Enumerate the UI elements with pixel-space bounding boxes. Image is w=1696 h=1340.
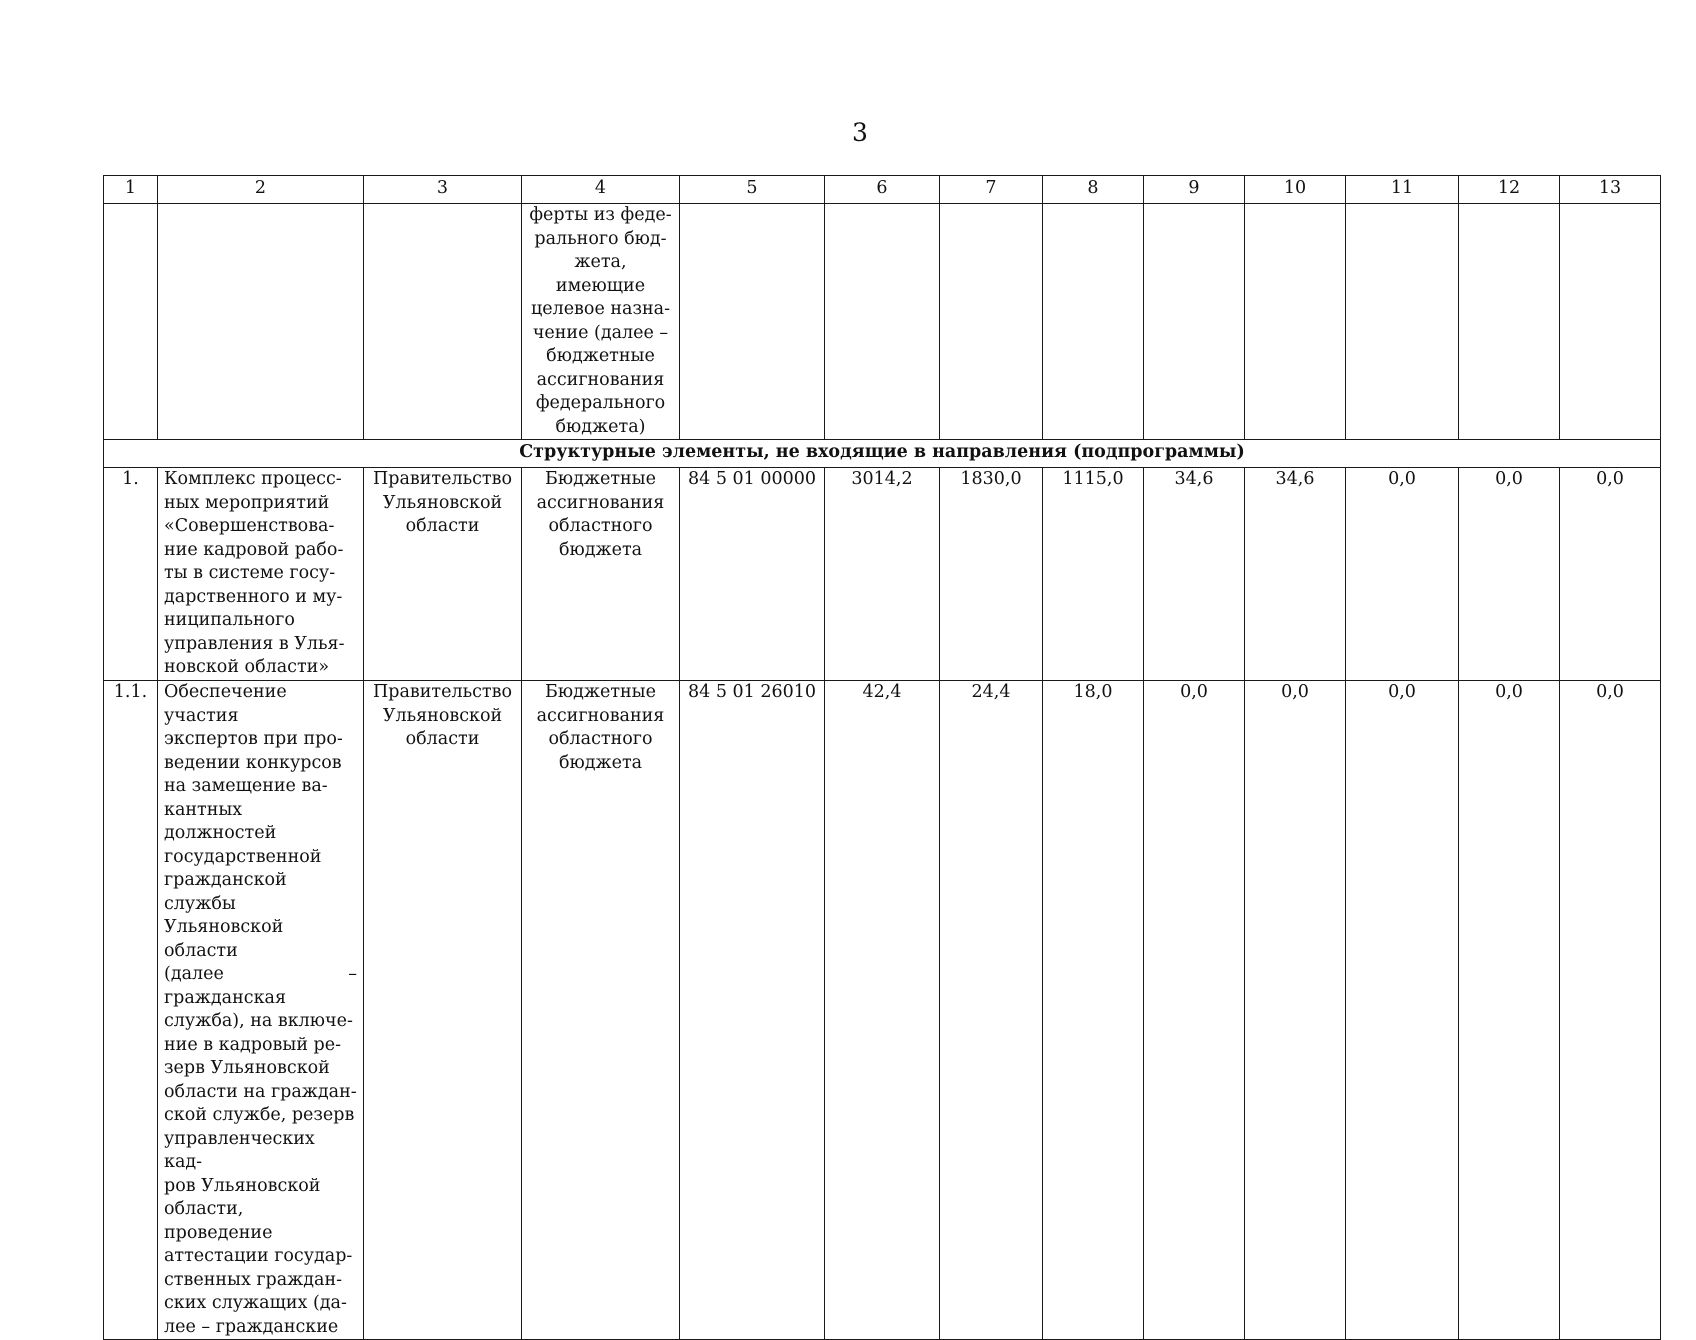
value-cell: 0,0 (1346, 681, 1459, 1340)
column-number: 10 (1245, 176, 1346, 204)
text-line: области, проведение (164, 1199, 273, 1243)
text-line: «Совершенствова- (164, 516, 335, 536)
text-line: целевое назна- (530, 299, 671, 319)
text-line: ведении конкурсов (164, 752, 342, 773)
text-line: новской области» (164, 657, 330, 677)
text-line: (далее – гражданская (164, 964, 357, 1008)
value-cell: 18,0 (1043, 681, 1144, 1340)
table-cell (1245, 204, 1346, 440)
text-line: служба), на включе- (164, 1011, 353, 1031)
value-cell: 24,4 (940, 681, 1043, 1340)
table-row (104, 681, 1661, 1340)
text-line: ственных граждан- (164, 1269, 343, 1290)
text-line: управления в Улья- (164, 633, 345, 654)
column-number: 11 (1346, 176, 1459, 204)
text-line: федерального (535, 393, 666, 413)
text-line: Правительство (373, 469, 512, 489)
table-cell (1560, 204, 1661, 440)
value-cell: 1115,0 (1043, 468, 1144, 681)
text-line: ты в системе госу- (164, 563, 336, 583)
column-number: 9 (1144, 176, 1245, 204)
continuation-row (104, 204, 1661, 440)
table-cell (1043, 204, 1144, 440)
value-cell: 0,0 (1560, 468, 1661, 681)
text-line: бюджета) (555, 416, 646, 437)
budget-table (103, 175, 1661, 1340)
text-line: аттестации государ- (164, 1246, 353, 1266)
table-cell (1144, 204, 1245, 440)
table-cell (680, 204, 825, 440)
text-line: областного (548, 516, 653, 536)
text-line: Правительство (373, 682, 512, 702)
value-cell: 0,0 (1144, 681, 1245, 1340)
table-cell (158, 204, 364, 440)
text-line: бюджетные (546, 346, 655, 366)
table-cell (104, 204, 158, 440)
column-number: 7 (940, 176, 1043, 204)
text-line: на замещение ва- (164, 776, 328, 796)
text-line: ской службе, резерв (164, 1105, 355, 1125)
text-line: бюджета (558, 752, 643, 773)
column-number: 3 (364, 176, 522, 204)
text-line: лее – гражданские (164, 1316, 339, 1337)
table-cell (1459, 204, 1560, 440)
funding-source-cell (522, 204, 680, 440)
section-row (104, 440, 1661, 468)
text-line: ние в кадровый ре- (164, 1034, 342, 1055)
text-line: Ульяновской (382, 492, 503, 513)
value-cell: 42,4 (825, 681, 940, 1340)
value-cell: 1830,0 (940, 468, 1043, 681)
budget-code-cell: 84 5 01 26010 (680, 681, 825, 1340)
text-line: чение (далее – (532, 322, 669, 343)
table-row (104, 468, 1661, 681)
text-line: жета, имеющие (555, 252, 646, 296)
value-cell: 34,6 (1245, 468, 1346, 681)
value-cell: 0,0 (1560, 681, 1661, 1340)
text-line: ных мероприятий (164, 492, 330, 513)
value-cell: 34,6 (1144, 468, 1245, 681)
column-number-row (104, 176, 1661, 204)
column-number: 4 (522, 176, 680, 204)
text-line: ассигнования (536, 369, 665, 390)
table-cell (825, 204, 940, 440)
column-number: 5 (680, 176, 825, 204)
text-line: гражданской службы (164, 870, 287, 914)
text-line: государственной (164, 846, 322, 867)
text-line: областного (548, 729, 653, 749)
row-number: 1.1. (104, 681, 158, 1340)
text-line: ниципального (164, 610, 295, 630)
text-line: ассигнования (536, 492, 665, 513)
measure-name-cell (158, 468, 364, 681)
measure-name-cell (158, 681, 364, 1340)
column-number: 1 (104, 176, 158, 204)
text-line: ние кадровой рабо- (164, 539, 344, 560)
value-cell: 0,0 (1459, 468, 1560, 681)
table-cell (364, 204, 522, 440)
table-cell (940, 204, 1043, 440)
funding-source-cell (522, 681, 680, 1340)
text-line: Бюджетные (545, 682, 656, 702)
column-number: 6 (825, 176, 940, 204)
responsible-cell (364, 681, 522, 1340)
text-line: Ульяновской области (164, 917, 284, 961)
value-cell: 0,0 (1346, 468, 1459, 681)
column-number: 12 (1459, 176, 1560, 204)
column-number: 2 (158, 176, 364, 204)
text-line: области (405, 516, 480, 536)
column-number: 8 (1043, 176, 1144, 204)
text-line: ассигнования (536, 705, 665, 726)
text-line: экспертов при про- (164, 729, 343, 749)
text-line: дарственного и му- (164, 586, 343, 607)
text-line: ских служащих (да- (164, 1293, 347, 1313)
funding-source-cell (522, 468, 680, 681)
page-number: 3 (852, 118, 868, 147)
text-line: бюджета (558, 539, 643, 560)
text-line: Бюджетные (545, 469, 656, 489)
text-line: ров Ульяновской (164, 1175, 321, 1196)
text-line: рального бюд- (534, 228, 667, 249)
value-cell: 0,0 (1459, 681, 1560, 1340)
text-line: Обеспечение участия (164, 682, 287, 726)
value-cell: 0,0 (1245, 681, 1346, 1340)
value-cell: 3014,2 (825, 468, 940, 681)
text-line: Комплекс процесс- (164, 469, 342, 489)
text-line: области на граждан- (164, 1081, 357, 1102)
text-line: Ульяновской (382, 705, 503, 726)
table-cell (1346, 204, 1459, 440)
text-line: кантных должностей (164, 799, 277, 843)
responsible-cell (364, 468, 522, 681)
budget-code-cell: 84 5 01 00000 (680, 468, 825, 681)
row-number: 1. (104, 468, 158, 681)
section-title: Структурные элементы, не входящие в направления (подпрограммы) (104, 440, 1661, 468)
text-line: управленческих кад- (164, 1128, 315, 1172)
text-line: зерв Ульяновской (164, 1058, 330, 1078)
column-number: 13 (1560, 176, 1661, 204)
text-line: ферты из феде- (529, 205, 672, 225)
text-line: области (405, 729, 480, 749)
